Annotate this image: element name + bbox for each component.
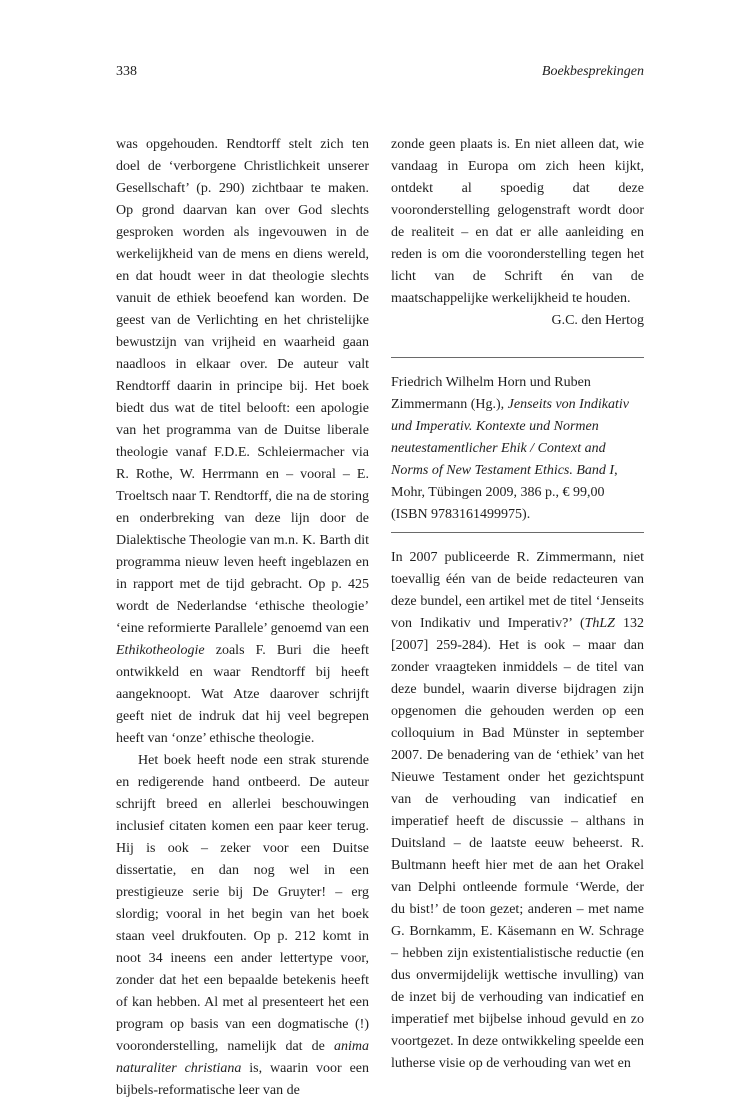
italic-term: Ethikotheologie bbox=[116, 643, 205, 658]
book-authors: Friedrich Wilhelm Horn und Ruben Zimmermann (Hg.), bbox=[391, 375, 591, 412]
left-column bbox=[116, 134, 369, 1102]
paragraph-text: is, waarin voor een bijbels-reformatische leer van de bbox=[116, 1061, 369, 1098]
paragraph-text: Het boek heeft node een strak sturende en redigerende hand ontbeerd. De auteur schrijft breed en allerlei beschouwingen inclusief citaten komen een paar keer terug. Hij is ook – zeker voor een Duitse dissertatie, en dan nog wel in een prestigieuze serie bij De Gruyter! – erg slordig; vooral in het begin van het boek staan veel drukfouten. Op p. 212 komt in noot 34 ineens een ander lettertype voor, zonder dat het een bepaalde betekenis heeft of kan hebben. Al met al presenteert het een program op basis van een dogmatische (!) vooronderstelling, namelijk dat de bbox=[116, 753, 369, 1054]
bibliographic-entry bbox=[391, 372, 644, 526]
paragraph-text: zoals F. Buri die heeft ontwikkeld en waar Rendtorff bij heeft aangeknoopt. Wat Atze daarover schrijft geeft niet de indruk dat hij veel begrepen heeft van ‘onze’ ethische theologie. bbox=[116, 643, 370, 746]
paragraph bbox=[116, 750, 369, 1102]
page-number: 338 bbox=[116, 64, 137, 79]
italic-term: anima naturaliter christiana bbox=[116, 1039, 369, 1076]
paragraph-text: In 2007 publiceerde R. Zimmermann, niet toevallig één van de beide redacteuren van deze bundel, een artikel met de titel ‘Jenseits von Indikativ und Imperativ?’ ( bbox=[391, 550, 644, 631]
running-header: Boekbesprekingen bbox=[541, 64, 644, 79]
divider bbox=[391, 357, 644, 358]
paragraph bbox=[391, 547, 644, 1075]
paragraph bbox=[116, 134, 369, 750]
paragraph-text: was opgehouden. Rendtorff stelt zich ten doel de ‘verborgene Christlichkeit unserer Gesellschaft’ (p. 290) zichtbaar te maken. Op grond daarvan kan over God slechts gesproken worden als ingevouwen in de werkelijkheid van de mens en diens wereld, en dat houdt weer in dat theologie slechts vanuit de ethiek beoefend kan worden. De geest van de Verlichting en het christelijke bewustzijn van vrijheid en waarheid gaan naadloos in elkaar over. De auteur valt Rendtorff daarin in principe bij. Het boek biedt dus wat de titel belooft: een apologie van het programma van de Duitse liberale theologie vanaf F.D.E. Schleiermacher via R. Rothe, W. Herrmann en – vooral – E. Troeltsch naar T. Rendtorff, die na de storing en onderbreking van deze lijn door de Dialektische Theologie van m.n. K. Barth dit programma nieuw leven heeft ingeblazen en in rapport met de tijd gebracht. Op p. 425 wordt de Nederlandse ‘ethische theologie’ ‘eine reformierte Parallele’ genoemd van een bbox=[116, 137, 369, 636]
book-isbn: (ISBN 9783161499975). bbox=[391, 507, 531, 522]
reviewer-signature: G.C. den Hertog bbox=[551, 313, 644, 328]
book-publisher: , Mohr, Tübingen 2009, 386 p., € 99,00 bbox=[391, 463, 618, 500]
right-column bbox=[391, 134, 644, 1075]
divider bbox=[391, 532, 644, 533]
paragraph-text: 132 [2007] 259-284). Het is ook – maar dan zonder vraagteken inmiddels – de titel van deze bundel, waarin diverse bijdragen zijn opgenomen die gehouden werden op een colloquium in Bad Münster in september 2007. De benadering van de ‘ethiek’ van het Nieuwe Testament onder het gezichtspunt van de verhouding van indicatief en imperatief heeft de discussie – althans in Duitsland – de laatste eeuw beheerst. R. Bultmann heeft hier met de aan het Orakel van Delphi ontleende formule ‘Werde, der du bist!’ de toon gezet; anderen – met name G. Bornkamm, E. Käsemann en W. Schrage – hebben zijn existentialistische reductie (en dus onvermijdelijk wettische invulling) van de inzet bij de verhouding van indicatief en imperatief met bijbelse inhoud gevuld en zo voortgezet. In deze ontwikkeling speelde een lutherse visie op de verhouding van wet en bbox=[391, 616, 645, 1071]
journal-abbrev: ThLZ bbox=[584, 616, 615, 631]
paragraph: zonde geen plaats is. En niet alleen dat, wie vandaag in Europa om zich heen kijkt, ontdekt al spoedig dat deze vooronderstelling gelogenstraft wordt door de realiteit – en dat er alle aanleiding en reden is om die vooronderstelling tegen het licht van de Schrift én van de maatschappelijke werkelijkheid te houden. bbox=[391, 137, 644, 306]
book-title: Jenseits von Indikativ und Imperativ. Kontexte und Normen neutestamentlicher Ehik / Context and Norms of New Testament Ethics. Band I bbox=[391, 397, 629, 478]
